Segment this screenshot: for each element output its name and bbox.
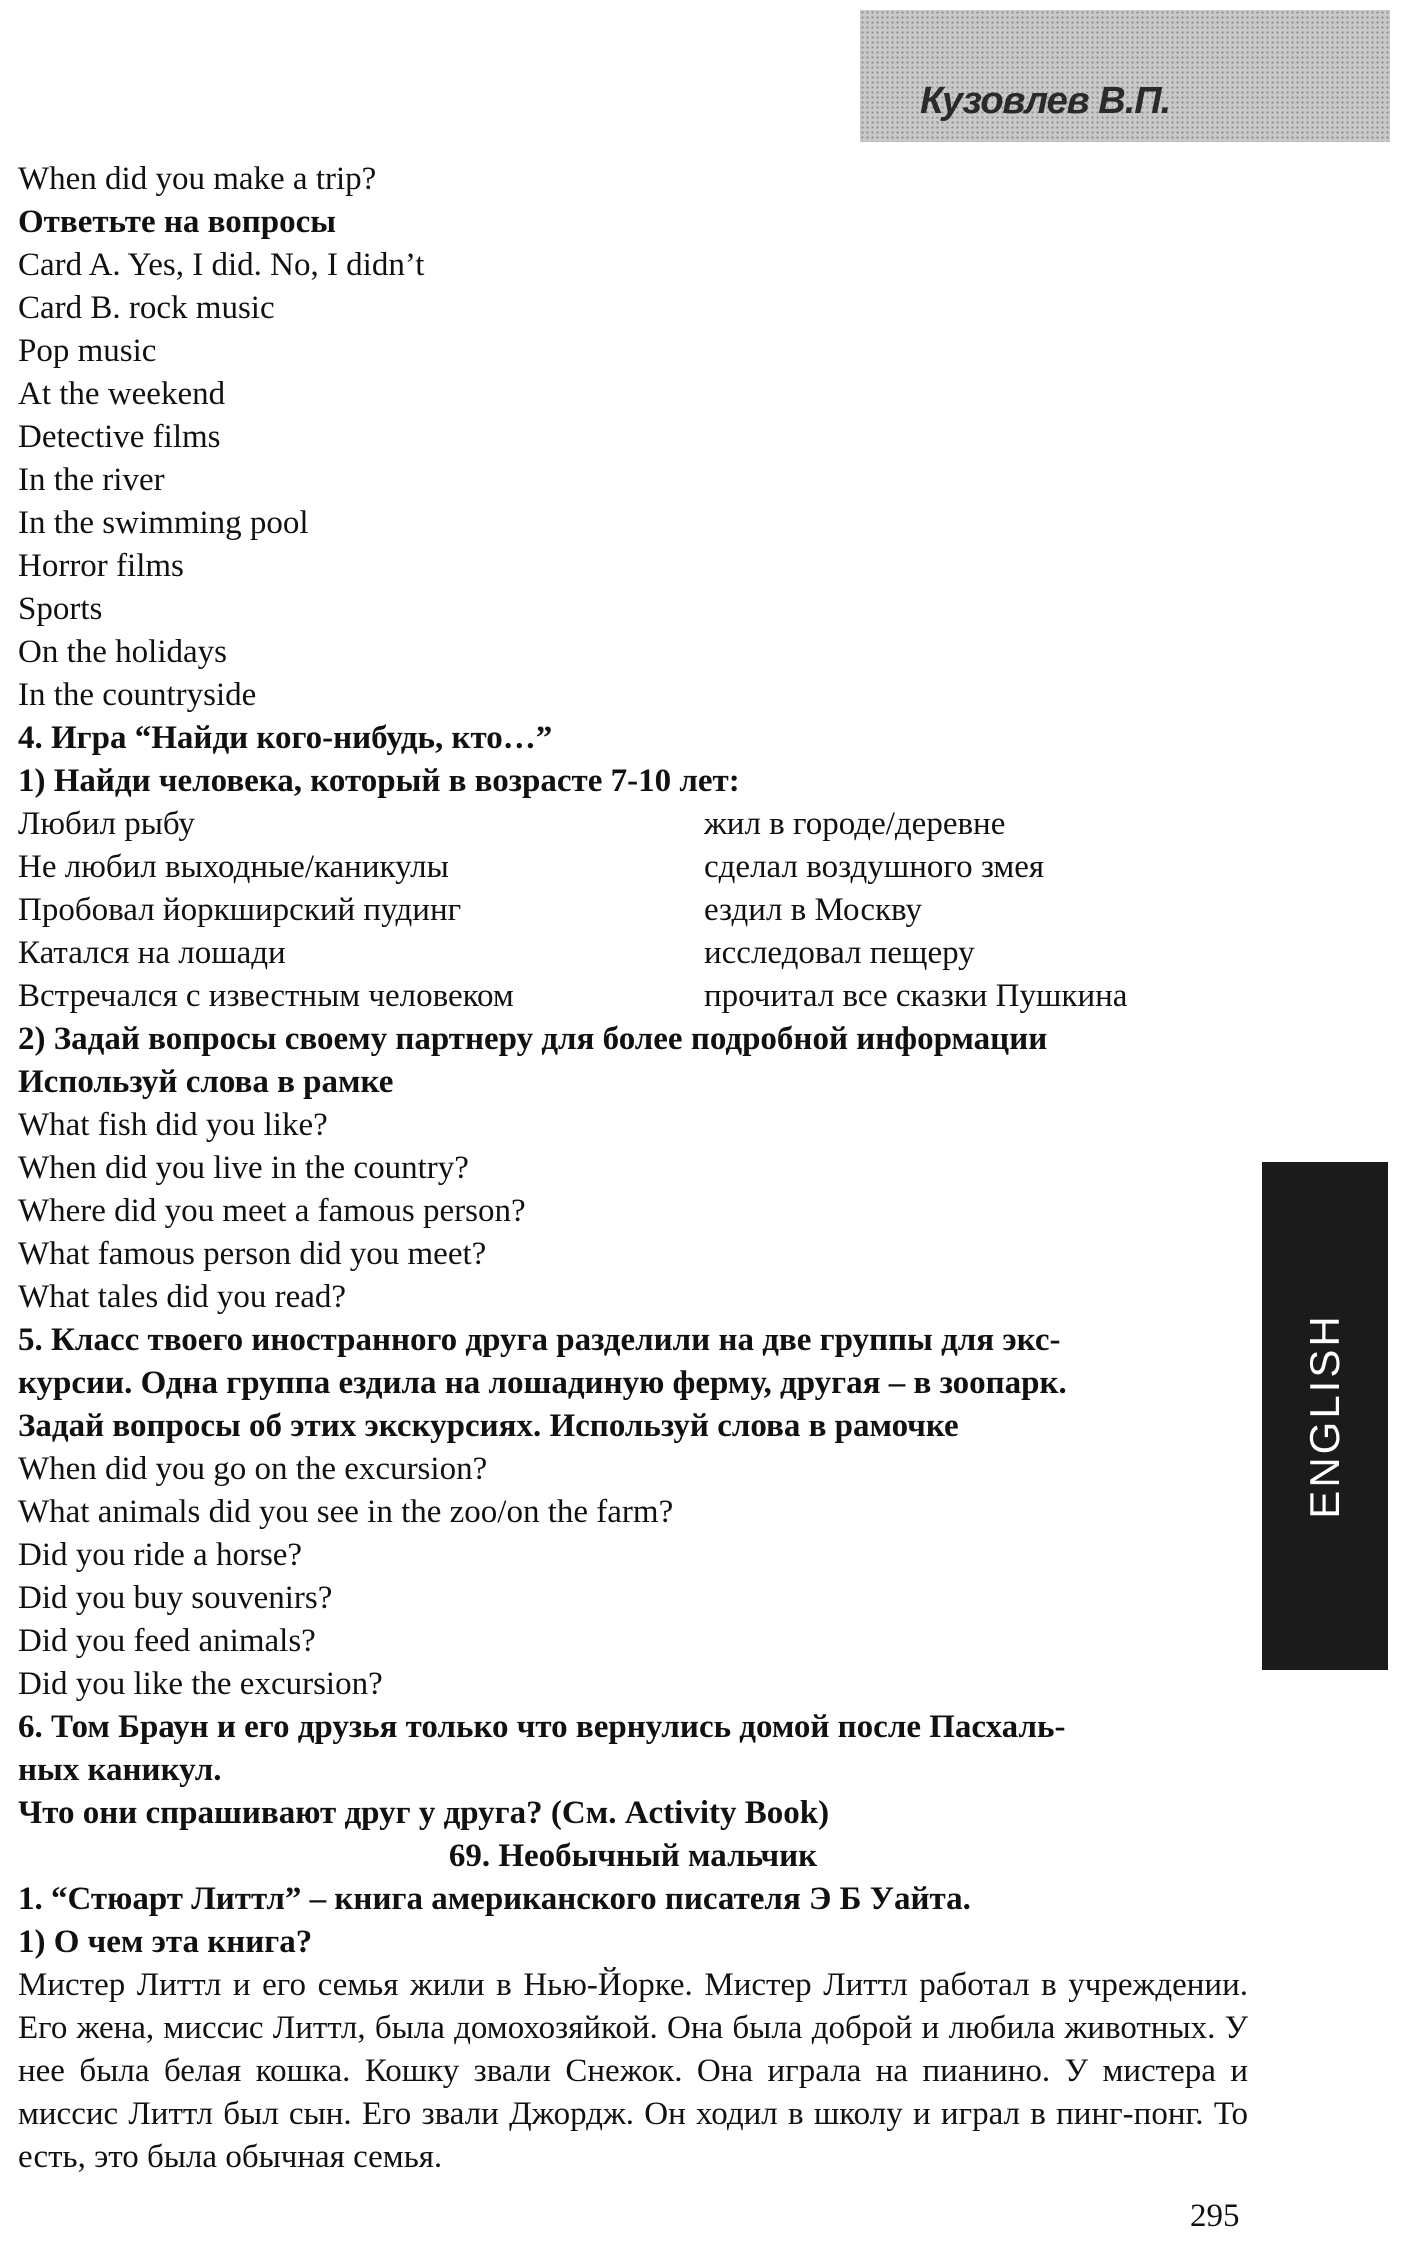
text-line: On the holidays [18, 634, 227, 670]
text-line: What famous person did you meet? [18, 1236, 487, 1272]
page-content [18, 158, 1248, 2179]
left-column-item: Не любил выходные/каникулы [18, 849, 449, 885]
text-line: In the countryside [18, 677, 257, 713]
two-column-row [18, 803, 1248, 846]
two-column-list [18, 803, 1248, 1018]
text-block-exercises [18, 1018, 1248, 1835]
side-tab [1262, 1162, 1388, 1670]
text-line: 1) Найди человека, который в возрасте 7-10 лет: [18, 763, 740, 799]
text-block-section [18, 1878, 1248, 1964]
right-column-item: прочитал все сказки Пушкина [704, 978, 1128, 1014]
text-line: Pop music [18, 333, 157, 369]
text-line: When did you go on the excursion? [18, 1451, 488, 1487]
text-line: Что они спрашивают друг у друга? (См. Activity Book) [18, 1795, 830, 1831]
text-line: In the river [18, 462, 165, 498]
text-line: Используй слова в рамке [18, 1064, 394, 1100]
text-line: What fish did you like? [18, 1107, 328, 1143]
left-column-item: Катался на лошади [18, 935, 286, 971]
text-line: Card A. Yes, I did. No, I didn’t [18, 247, 425, 283]
text-line: Did you ride a horse? [18, 1537, 303, 1573]
text-line: курсии. Одна группа ездила на лошадиную ферму, другая – в зоопарк. [18, 1365, 1067, 1401]
author-name: Кузовлев В.П. [920, 80, 1171, 122]
right-column-item: жил в городе/деревне [704, 806, 1006, 842]
text-line: What animals did you see in the zoo/on the farm? [18, 1494, 674, 1530]
left-column-item: Любил рыбу [18, 806, 195, 842]
page-number: 295 [1190, 2198, 1240, 2234]
text-line: Задай вопросы об этих экскурсиях. Используй слова в рамочке [18, 1408, 959, 1444]
text-line: What tales did you read? [18, 1279, 347, 1315]
two-column-row [18, 932, 1248, 975]
text-line: 6. Том Браун и его друзья только что вернулись домой после Пасхаль- [18, 1709, 1066, 1745]
two-column-row [18, 889, 1248, 932]
two-column-row [18, 975, 1248, 1018]
right-column-item: ездил в Москву [704, 892, 922, 928]
text-line: 4. Игра “Найди кого-нибудь, кто…” [18, 720, 553, 756]
text-line: 1. “Стюарт Литтл” – книга американского писателя Э Б Уайта. [18, 1881, 971, 1917]
text-block-questions [18, 158, 1248, 803]
right-column-item: сделал воздушного змея [704, 849, 1045, 885]
text-line: Did you like the excursion? [18, 1666, 383, 1702]
text-line: Where did you meet a famous person? [18, 1193, 526, 1229]
section-title: 69. Необычный мальчик [448, 1838, 818, 1874]
text-line: Did you buy souvenirs? [18, 1580, 333, 1616]
text-line: When did you make a trip? [18, 161, 377, 197]
left-column-item: Пробовал йоркширский пудинг [18, 892, 462, 928]
text-line: 5. Класс твоего иностранного друга разделили на две группы для экс- [18, 1322, 1061, 1358]
text-line: When did you live in the country? [18, 1150, 469, 1186]
side-tab-label: ENGLISH [1301, 1313, 1348, 1519]
text-line: Ответьте на вопросы [18, 204, 336, 240]
text-line: 2) Задай вопросы своему партнеру для более подробной информации [18, 1021, 1048, 1057]
text-line: Sports [18, 591, 103, 627]
text-line: Did you feed animals? [18, 1623, 316, 1659]
text-line: At the weekend [18, 376, 226, 412]
text-line: Detective films [18, 419, 221, 455]
two-column-row [18, 846, 1248, 889]
text-line: 1) О чем эта книга? [18, 1924, 313, 1960]
text-line: In the swimming pool [18, 505, 309, 541]
text-line: Card B. rock music [18, 290, 275, 326]
left-column-item: Встречался с известным человеком [18, 978, 514, 1014]
text-line: ных каникул. [18, 1752, 222, 1788]
text-line: Horror films [18, 548, 184, 584]
body-paragraph: Мистер Литтл и его семья жили в Нью-Йорке. Мистер Литтл работал в учреждении. Его жена, миссис Литтл, была домохозяйкой. Она была доброй и любила животных. У нее была белая кошка. Кошку звали Снежок. Она играла на пианино. У мистера и миссис Литтл был сын. Его звали Джордж. Он ходил в школу и играл в пинг-понг. То есть, это была обычная семья. [18, 1967, 1248, 2175]
right-column-item: исследовал пещеру [704, 935, 975, 971]
